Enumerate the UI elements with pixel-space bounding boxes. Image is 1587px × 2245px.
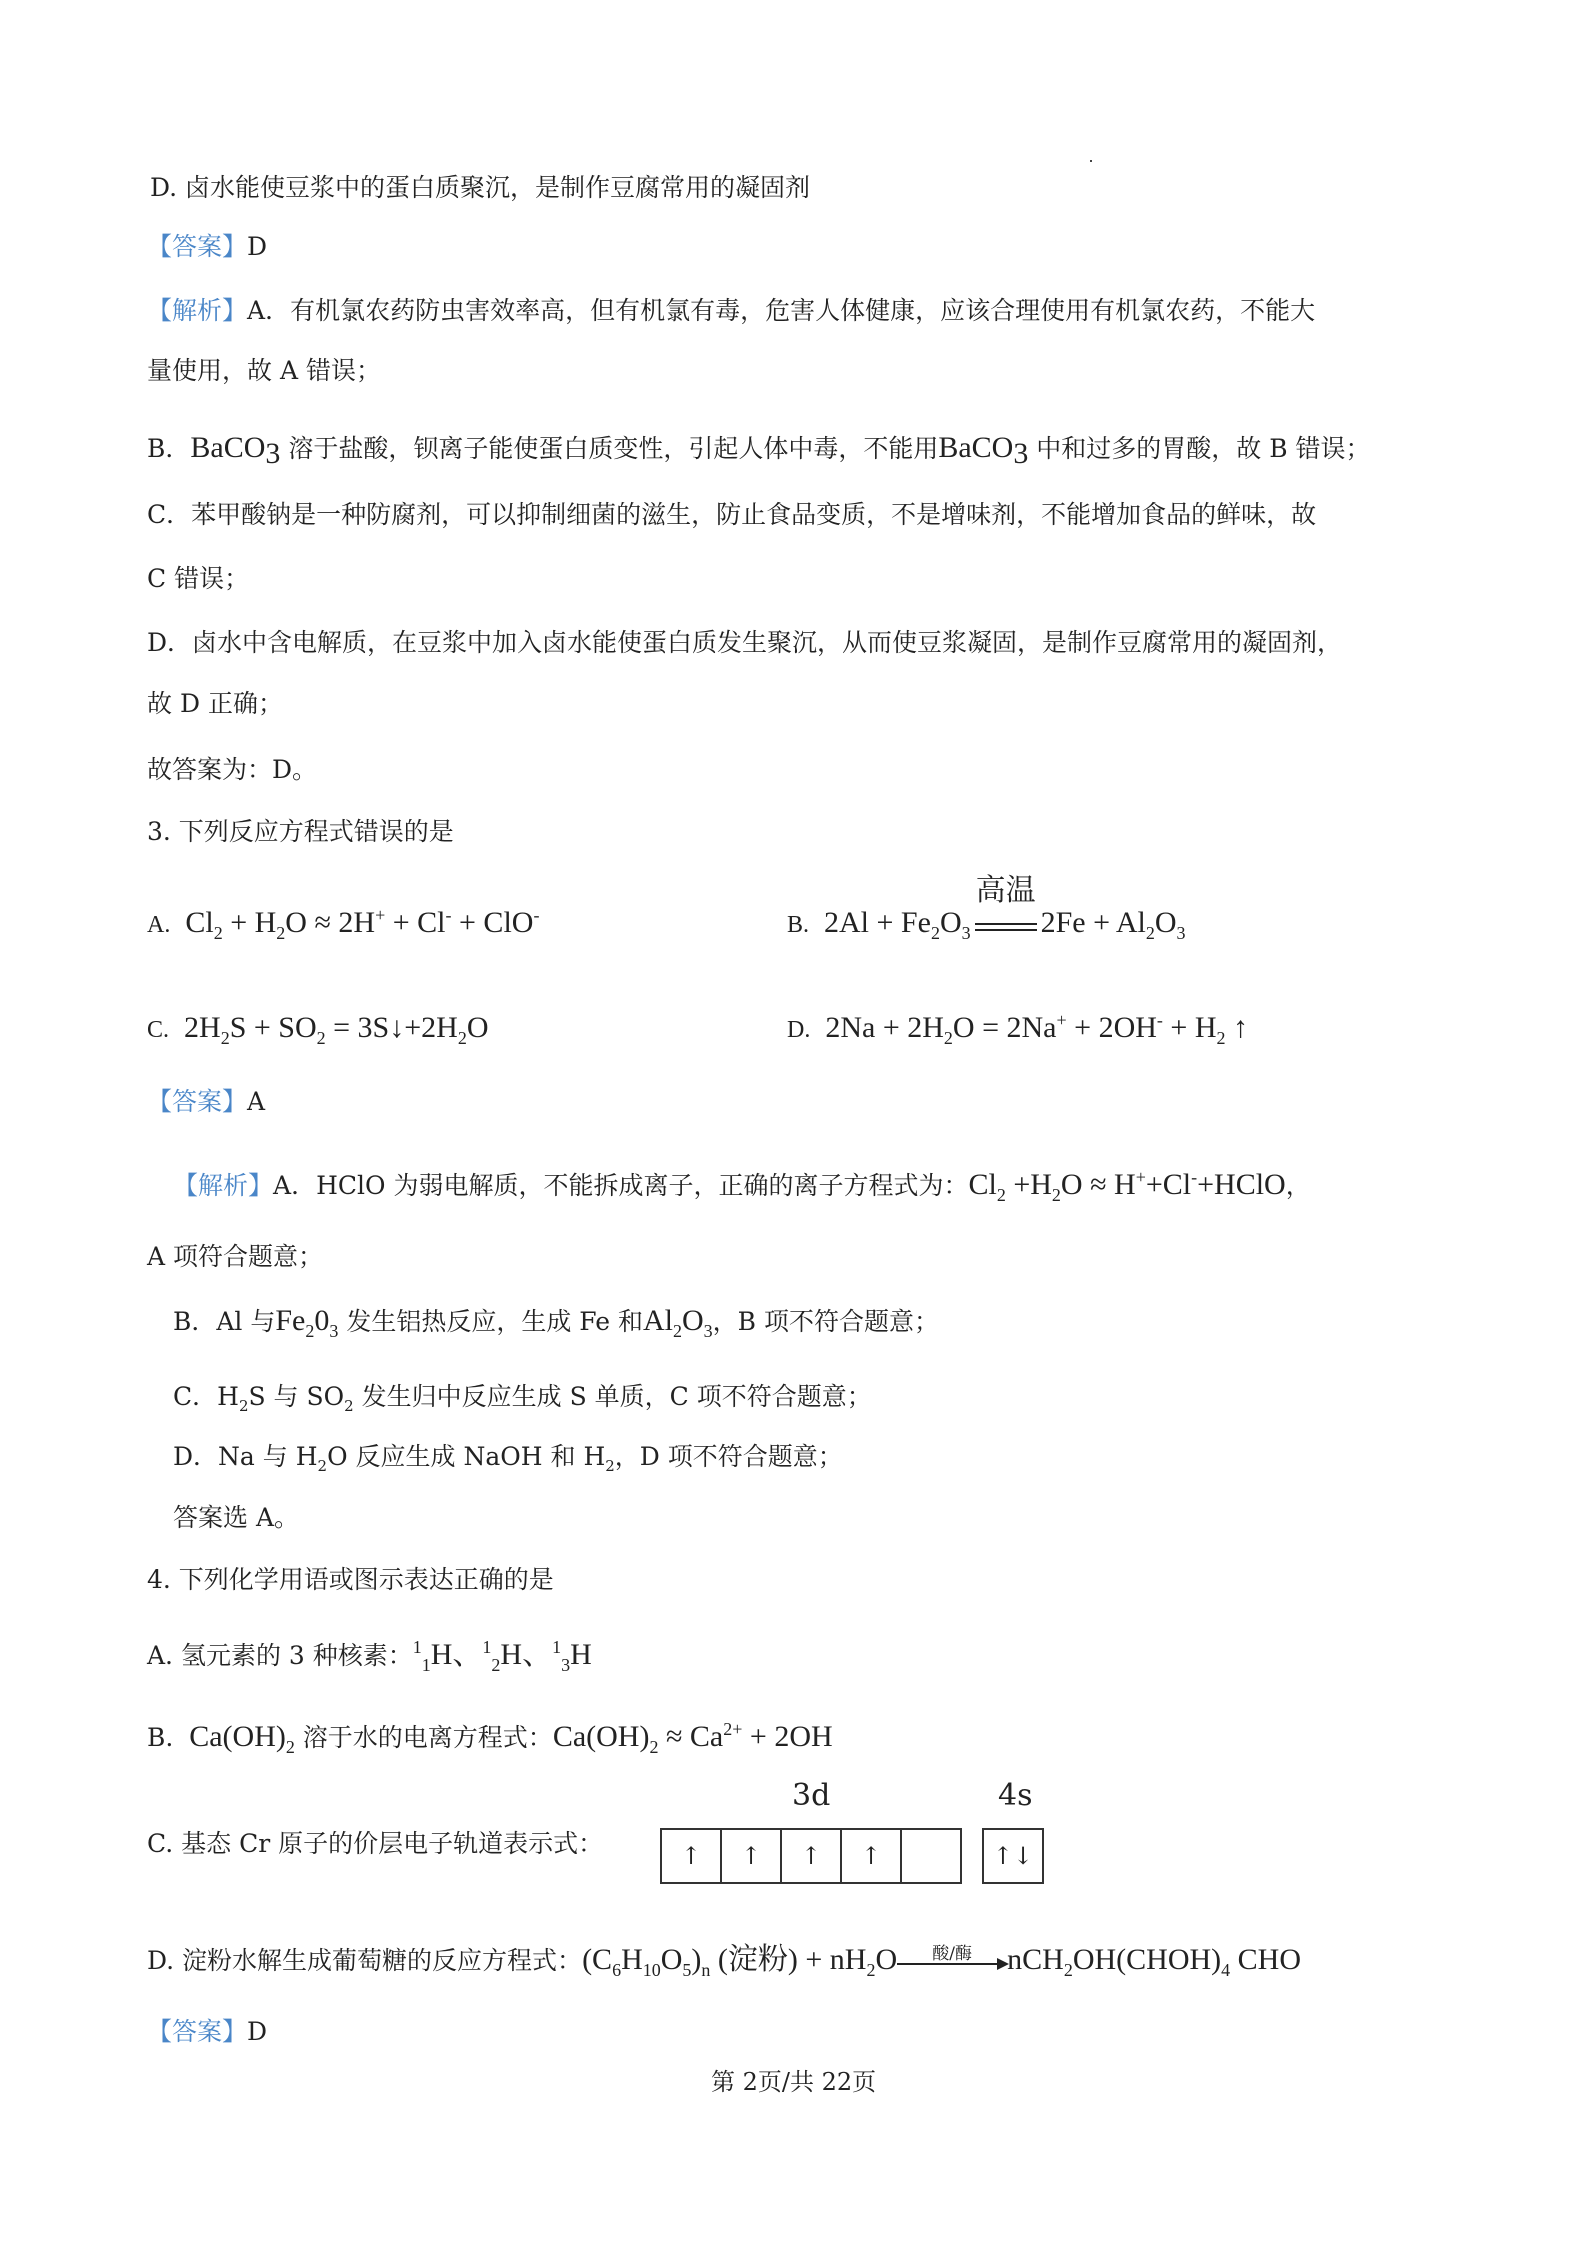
orbital-box-3d-4: ↑ bbox=[840, 1828, 902, 1884]
q4-option-a: A. 氢元素的 3 种核素：$^1_1$H、$^1_2$H、$^1_3$H bbox=[147, 1637, 592, 1675]
q3-explanation-a-line2: A 项符合题意； bbox=[147, 1242, 324, 1271]
q4-stem: 4. 下列化学用语或图示表达正确的是 bbox=[147, 1565, 554, 1594]
q3-explanation-d: D．Na 与 $H_2O$ 反应生成 NaOH 和 $H_2$，D 项不符合题意； bbox=[173, 1442, 843, 1475]
q2-explanation-a-line1: 【解析】A．有机氯农药防虫害效率高，但有机氯有毒，危害人体健康，应该合理使用有机氯农药，不能大 bbox=[147, 296, 1316, 325]
orbital-label-3d: 3d bbox=[792, 1778, 831, 1813]
q4-answer: 【答案】D bbox=[147, 2017, 268, 2046]
q2-explanation-c-line2: C 错误； bbox=[147, 564, 250, 593]
q3-explanation-b: B．Al 与$Fe_20_3$ 发生铝热反应，生成 Fe 和$Al_2O_3$，B 项不符合题意； bbox=[173, 1304, 939, 1341]
q2-option-d: D. 卤水能使豆浆中的蛋白质聚沉，是制作豆腐常用的凝固剂 bbox=[150, 173, 811, 202]
q2-final-answer: 故答案为：D。 bbox=[147, 755, 318, 784]
q3-option-b: B. $2Al + Fe_2O_3$ 高温 $2Fe + Al_2O_3$ bbox=[787, 874, 1186, 943]
q3-explanation-c: C．$H_2S$ 与 $SO_2$ 发生归中反应生成 S 单质，C 项不符合题意； bbox=[173, 1382, 872, 1415]
q4-option-c-label: C. 基态 Cr 原子的价层电子轨道表示式： bbox=[147, 1829, 604, 1858]
q3-option-a: A. $Cl_2 + H_2O \approx 2H^+ + Cl^- + ClO^-$ bbox=[147, 905, 540, 943]
orbital-box-3d-1: ↑ bbox=[660, 1828, 722, 1884]
q2-explanation-c-line1: C．苯甲酸钠是一种防腐剂，可以抑制细菌的滋生，防止食品变质，不是增味剂，不能增加食品的鲜味，故 bbox=[147, 500, 1317, 529]
q3-final-answer: 答案选 A。 bbox=[173, 1503, 300, 1532]
q2-answer: 【答案】D bbox=[147, 232, 268, 261]
q2-explanation-a-line2: 量使用，故 A 错误； bbox=[147, 356, 381, 385]
q3-option-d: D. $2Na + 2H_2O = 2Na^+ + 2OH^- + H_2$ ↑ bbox=[787, 1010, 1248, 1048]
q4-option-b: B. $Ca(OH)_2$ 溶于水的电离方程式：$Ca(OH)_2 \approx Ca^{2+} + 2OH$ bbox=[147, 1719, 833, 1757]
orbital-box-3d-2: ↑ bbox=[720, 1828, 782, 1884]
orbital-box-4s: ↑↓ bbox=[982, 1828, 1044, 1884]
q3-option-c: C. $2H_2S + SO_2$ = $3S↓+2H_2O$ bbox=[147, 1011, 489, 1048]
q2-explanation-d-line2: 故 D 正确； bbox=[147, 689, 283, 718]
q2-explanation-b: B．BaCO$_3$ 溶于盐酸，钡离子能使蛋白质变性，引起人体中毒，不能用BaCO$_3$ 中和过多的胃酸，故 B 错误； bbox=[147, 431, 1371, 470]
q3-explanation-a: 【解析】A．HClO 为弱电解质，不能拆成离子，正确的离子方程式为：$Cl_2 +H_2O$ ≈ H++Cl-+HClO， bbox=[173, 1167, 1311, 1205]
q4-option-d: D. 淀粉水解生成葡萄糖的反应方程式：$(C_6H_{10}O_5)_n$ (淀粉) + $nH_2O$ 酸/酶 $nCH_2OH(CHOH)_4$ CHO bbox=[147, 1943, 1302, 1980]
orbital-box-3d-3: ↑ bbox=[780, 1828, 842, 1884]
scan-dot bbox=[1090, 160, 1092, 162]
orbital-box-3d-5 bbox=[900, 1828, 962, 1884]
orbital-label-4s: 4s bbox=[998, 1778, 1033, 1813]
q3-answer: 【答案】A bbox=[147, 1087, 266, 1116]
page-footer: 第 2页/共 22页 bbox=[711, 2068, 877, 2096]
q3-stem: 3. 下列反应方程式错误的是 bbox=[147, 817, 454, 846]
q2-explanation-d-line1: D．卤水中含电解质，在豆浆中加入卤水能使蛋白质发生聚沉，从而使豆浆凝固，是制作豆腐常用的凝固剂， bbox=[147, 628, 1343, 657]
